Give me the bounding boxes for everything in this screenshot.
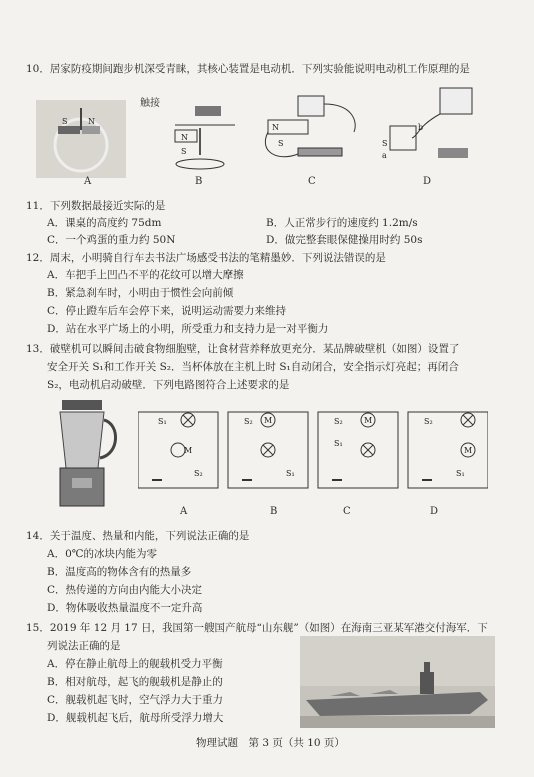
q10-figure-b-drawing xyxy=(155,100,245,172)
q15-stem-line-2: 列说法正确的是 xyxy=(47,640,121,652)
q10-figure-a-drawing xyxy=(36,100,126,178)
aircraft-carrier-image xyxy=(300,636,495,728)
q15-option-a: A．停在静止航母上的舰载机受力平衡 xyxy=(47,658,223,670)
q14-option-d: D．物体吸收热量温度不一定升高 xyxy=(47,602,203,614)
svg-text:M: M xyxy=(464,446,473,455)
svg-text:M: M xyxy=(364,416,373,425)
q12-stem: 12．周末，小明骑自行车去书法广场感受书法的笔精墨妙．下列说法错误的是 xyxy=(26,252,386,264)
q13-stem-line-3: S₂，电动机启动破壁．下列电路图符合上述要求的是 xyxy=(47,379,290,391)
q10-figure-c xyxy=(258,92,378,172)
q13-stem-line-1: 13．破壁机可以瞬间击破食物细胞壁，让食材营养释放更充分．某品牌破壁机（如图）设置了 xyxy=(26,343,460,355)
svg-text:b: b xyxy=(418,123,424,132)
svg-text:S: S xyxy=(278,139,284,148)
q14-option-b: B．温度高的物体含有的热量多 xyxy=(47,566,192,578)
svg-text:S₁: S₁ xyxy=(334,439,343,448)
svg-text:S₁: S₁ xyxy=(456,469,465,478)
q10-figure-b xyxy=(155,100,245,172)
q13-label-b: B xyxy=(270,506,278,517)
svg-text:S₁: S₁ xyxy=(286,469,295,478)
svg-text:S: S xyxy=(382,139,388,148)
svg-text:S₂: S₂ xyxy=(334,417,343,426)
q14-stem: 14．关于温度、热量和内能，下列说法正确的是 xyxy=(26,530,250,542)
q10-label-c: C xyxy=(308,176,316,187)
q13-circuit-diagrams xyxy=(138,410,488,500)
svg-text:S: S xyxy=(62,117,68,126)
q13-label-d: D xyxy=(430,506,439,517)
svg-text:S: S xyxy=(181,147,187,156)
svg-text:S₂: S₂ xyxy=(244,417,253,426)
q10-figure-d-drawing xyxy=(378,86,488,172)
aircraft-carrier-drawing xyxy=(300,636,495,728)
q10-stem: 10．居家防疫期间跑步机深受青睐，其核心装置是电动机．下列实验能说明电动机工作原理的是 xyxy=(26,63,470,75)
svg-text:M: M xyxy=(184,446,193,455)
blender-image xyxy=(48,398,128,508)
q15-option-c: C．舰载机起飞时，空气浮力大于重力 xyxy=(47,694,224,706)
page-footer: 物理试题 第 3 页（共 10 页） xyxy=(196,737,345,749)
svg-text:N: N xyxy=(181,133,188,142)
q13-stem-line-2: 安全开关 S₁和工作开关 S₂．当杯体放在主机上时 S₁自动闭合，安全指示灯亮起；再闭合 xyxy=(47,361,459,373)
svg-text:M: M xyxy=(264,416,273,425)
q13-label-c: C xyxy=(343,506,351,517)
svg-text:S₂: S₂ xyxy=(194,469,203,478)
q12-option-b: B．紧急刹车时，小明由于惯性会向前倾 xyxy=(47,287,234,299)
q10-label-b: B xyxy=(195,176,203,187)
q15-option-b: B．相对航母，起飞的舰载机是静止的 xyxy=(47,676,223,688)
q10-figure-c-drawing xyxy=(258,92,378,172)
q12-option-a: A．车把手上凹凸不平的花纹可以增大摩擦 xyxy=(47,269,244,281)
q15-stem-line-1: 15．2019 年 12 月 17 日，我国第一艘国产航母“山东舰”（如图）在海南三亚某军港交付海军．下 xyxy=(26,622,488,634)
svg-text:a: a xyxy=(382,151,387,160)
q14-option-a: A．0℃的冰块内能为零 xyxy=(47,548,158,560)
q10-figure-a xyxy=(36,100,126,178)
q10-figure-d xyxy=(378,86,488,172)
q11-option-a: A．课桌的高度约 75dm xyxy=(47,217,162,229)
q11-stem: 11．下列数据最接近实际的是 xyxy=(26,200,166,212)
svg-text:N: N xyxy=(272,123,279,132)
q13-label-a: A xyxy=(180,506,188,517)
q11-option-c: C．一个鸡蛋的重力约 50N xyxy=(47,234,176,246)
svg-text:N: N xyxy=(88,117,95,126)
q14-option-c: C．热传递的方向由内能大小决定 xyxy=(47,584,203,596)
q11-option-d: D．做完整套眼保健操用时约 50s xyxy=(266,234,423,246)
blender-drawing xyxy=(48,398,128,508)
svg-text:S₂: S₂ xyxy=(424,417,433,426)
q13-circuits-drawing xyxy=(138,410,488,500)
q12-option-d: D．站在水平广场上的小明，所受重力和支持力是一对平衡力 xyxy=(47,323,329,335)
q15-option-d: D．舰载机起飞后，航母所受浮力增大 xyxy=(47,712,224,724)
q11-option-b: B．人正常步行的速度约 1.2m/s xyxy=(266,217,418,229)
q10-touch-label: 触接 xyxy=(140,98,160,109)
q10-label-a: A xyxy=(84,176,92,187)
svg-text:S₁: S₁ xyxy=(158,417,167,426)
q12-option-c: C．停止蹬车后车会停下来，说明运动需要力来维持 xyxy=(47,305,287,317)
q10-label-d: D xyxy=(423,176,432,187)
